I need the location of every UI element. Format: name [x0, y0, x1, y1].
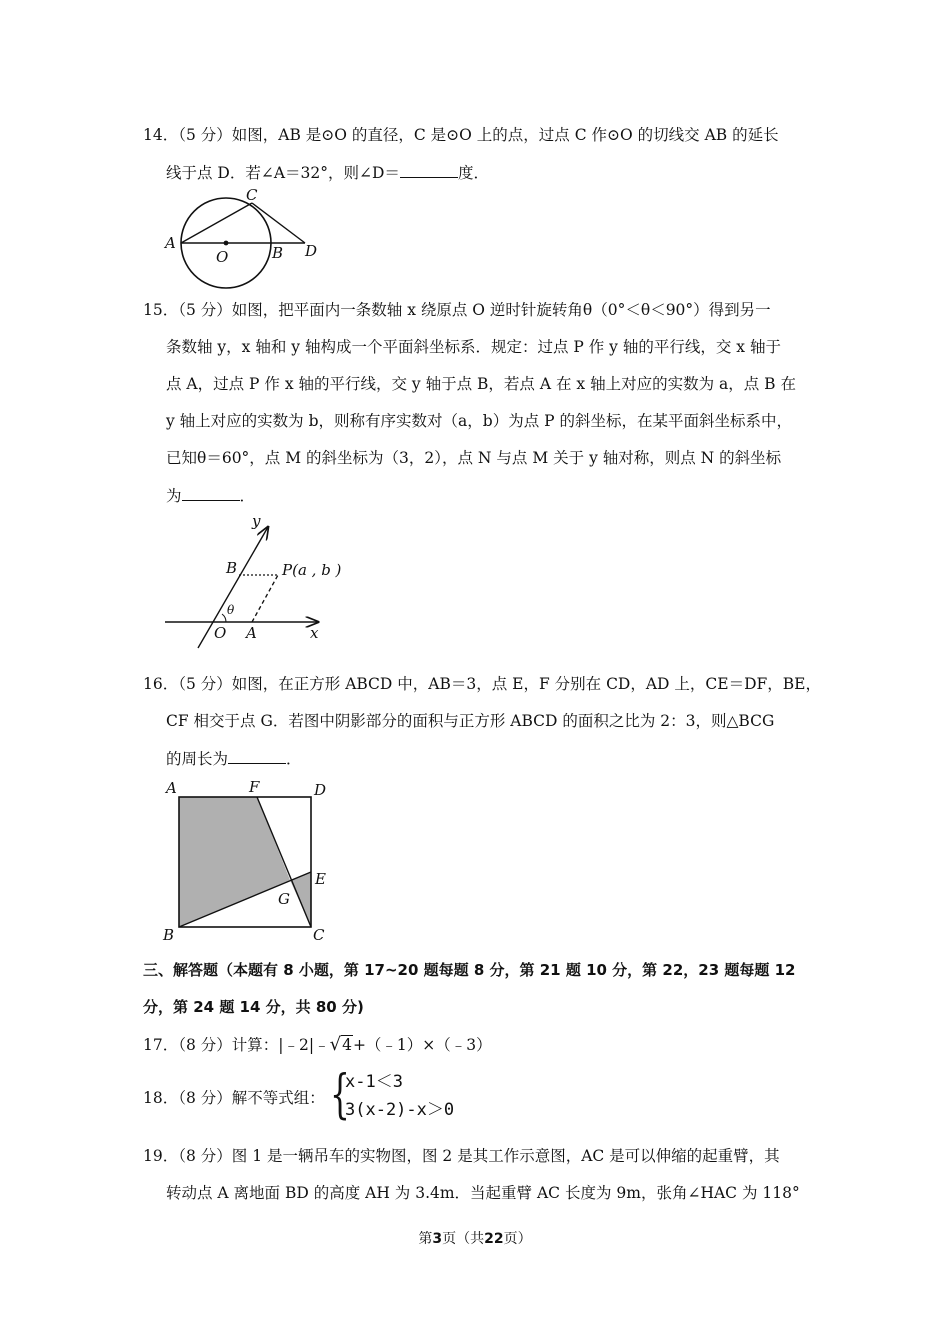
label-theta: θ	[227, 603, 235, 617]
q16-line3-text: 的周长为	[166, 750, 229, 768]
q17-prefix: 17．（8 分）计算：|﹣2|﹣	[143, 1036, 330, 1054]
q19-line2: 转动点 A 离地面 BD 的高度 AH 为 3.4m．当起重臂 AC 长度为 9m，张角∠HAC 为 118°	[166, 1184, 800, 1202]
system-brace: {	[330, 1065, 350, 1125]
label-A: A	[246, 624, 257, 642]
label-G: G	[278, 890, 290, 908]
q15-line6-text: 为	[166, 487, 182, 505]
q15-line2: 条数轴 y，x 轴和 y 轴构成一个平面斜坐标系．规定：过点 P 作 y 轴的平行线，交 x 轴于	[166, 338, 781, 356]
q18-prefix: 18．（8 分）解不等式组：	[143, 1089, 325, 1107]
sqrt-sign: √	[329, 1034, 342, 1055]
label-B: B	[272, 244, 284, 262]
q17-suffix: +（﹣1）×（﹣3）	[352, 1036, 492, 1054]
footer-post: 页）	[503, 1231, 532, 1247]
q16-line3-end: ．	[286, 750, 302, 768]
q16-line3	[166, 748, 302, 769]
label-E: E	[315, 870, 326, 888]
label-D: D	[305, 242, 318, 260]
q16-line2: CF 相交于点 G．若图中阴影部分的面积与正方形 ABCD 的面积之比为 2：3，则△BCG	[166, 712, 775, 730]
label-O: O	[216, 248, 229, 266]
label-y: y	[252, 512, 261, 530]
q15-line4: y 轴上对应的实数为 b，则称有序实数对（a，b）为点 P 的斜坐标，在某平面斜坐标系中，	[166, 412, 792, 430]
label-A: A	[165, 234, 176, 252]
q15-line5: 已知θ＝60°，点 M 的斜坐标为（3，2），点 N 与点 M 关于 y 轴对称，则点 N 的斜坐标	[166, 449, 782, 467]
footer-mid: 页（共	[442, 1231, 485, 1247]
q15-line1: 15．（5 分）如图，把平面内一条数轴 x 绕原点 O 逆时针旋转角θ（0°＜θ＜90°）得到另一	[143, 301, 771, 319]
q17-line	[143, 1035, 492, 1055]
q16-line1: 16．（5 分）如图，在正方形 ABCD 中，AB＝3，点 E，F 分别在 CD，AD 上，CE＝DF，BE，	[143, 675, 821, 693]
q15-line6-end: ．	[239, 487, 256, 505]
q14-circle-figure	[160, 186, 330, 266]
q15-line3: 点 A，过点 P 作 x 轴的平行线，交 y 轴于点 B，若点 A 在 x 轴上对应的实数为 a，点 B 在	[166, 375, 796, 393]
page-footer	[0, 1228, 950, 1248]
label-F: F	[249, 778, 260, 796]
answer-blank	[228, 748, 286, 764]
q15-oblique-axes-figure	[160, 510, 360, 645]
q16-square-figure	[160, 776, 340, 946]
page-number: 3	[432, 1231, 443, 1247]
answer-blank	[400, 162, 458, 178]
section3-heading-line1: 三、解答题（本题有 8 小题，第 17~20 题每题 8 分，第 21 题 10 分，第 22，23 题每题 12	[143, 961, 796, 979]
footer-pre: 第	[418, 1231, 433, 1247]
page-total: 22	[484, 1231, 504, 1247]
label-C: C	[246, 186, 258, 204]
label-B: B	[163, 926, 175, 944]
q14-line2-text: 线于点 D．若∠A＝32°，则∠D＝	[166, 164, 400, 182]
q14-line1: 14．（5 分）如图，AB 是⊙O 的直径，C 是⊙O 上的点，过点 C 作⊙O 的切线交 AB 的延长	[143, 126, 779, 144]
sqrt-radicand: 4	[342, 1036, 352, 1054]
label-A: A	[166, 779, 177, 797]
label-P: P(a , b )	[282, 561, 342, 579]
section3-heading-line2: 分，第 24 题 14 分，共 80 分)	[143, 998, 364, 1016]
q18-ineq1: x-1＜3	[345, 1072, 403, 1092]
label-D: D	[314, 781, 327, 799]
label-O: O	[214, 624, 227, 642]
q18-ineq2: 3(x-2)-x＞0	[345, 1100, 455, 1120]
q14-line2-end: 度．	[457, 164, 489, 182]
label-x: x	[310, 624, 319, 642]
answer-blank	[182, 485, 240, 501]
label-B: B	[226, 559, 238, 577]
label-C: C	[313, 926, 325, 944]
q19-line1: 19．（8 分）图 1 是一辆吊车的实物图，图 2 是其工作示意图，AC 是可以伸缩的起重臂，其	[143, 1147, 780, 1165]
q14-line2	[166, 162, 489, 183]
q15-line6	[166, 485, 255, 506]
